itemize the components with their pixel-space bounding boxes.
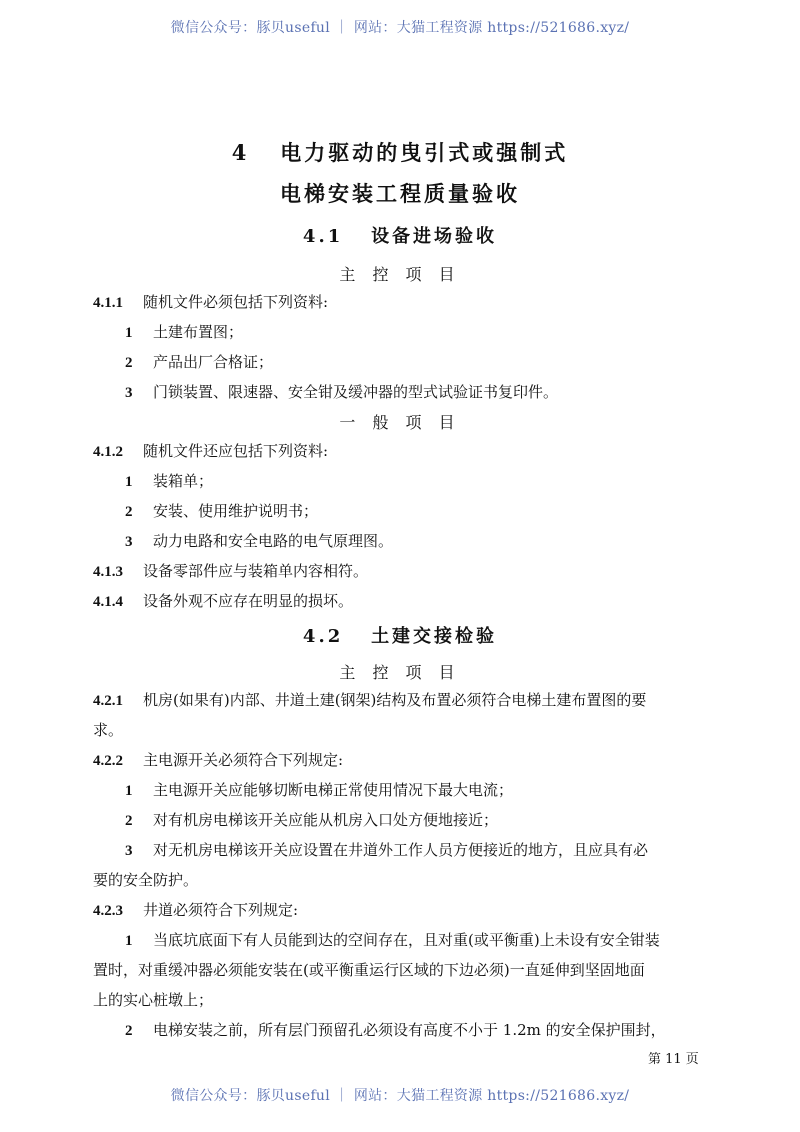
chapter-title-line2: 电梯安装工程质量验收: [280, 181, 520, 206]
clause-number: 4.1.3: [93, 564, 123, 580]
clause-number: 4.2.2: [93, 753, 123, 769]
item-number: 2: [125, 504, 133, 520]
item-number: 2: [125, 1023, 133, 1039]
watermark-bottom: 微信公众号：豚贝useful ｜ 网站：大猫工程资源 https://521686.xyz/: [170, 1088, 630, 1104]
clause-4-2-1: [93, 689, 646, 710]
clause-continuation: 求。: [93, 721, 124, 739]
list-item: [125, 351, 273, 372]
section-4-2-heading: [0, 622, 800, 648]
item-text: 主电源开关应能够切断电梯正常使用情况下最大电流；: [153, 781, 514, 799]
item-text: 对有机房电梯该开关应能从机房入口处方便地接近；: [153, 811, 499, 829]
chapter-number: 4: [231, 140, 250, 165]
clause-number: 4.2.3: [93, 903, 123, 919]
item-text: 门锁装置、限速器、安全钳及缓冲器的型式试验证书复印件。: [153, 383, 559, 401]
clause-4-1-2: [93, 440, 328, 461]
section-number: 4.1: [302, 226, 344, 247]
item-number: 1: [125, 325, 133, 341]
list-item: [125, 500, 318, 521]
clause-4-1-3: [93, 560, 368, 581]
item-number: 2: [125, 355, 133, 371]
watermark-top: 微信公众号：豚贝useful ｜ 网站：大猫工程资源 https://521686.xyz/: [170, 20, 630, 36]
clause-4-1-4: [93, 590, 353, 611]
item-number: 3: [125, 534, 133, 550]
clause-text: 随机文件必须包括下列资料:: [143, 293, 329, 311]
list-item: [125, 779, 513, 800]
section-number: 4.2: [302, 626, 344, 647]
clause-4-1-1: [93, 291, 328, 312]
item-number: 1: [125, 783, 133, 799]
section-4-1-heading: [0, 222, 800, 248]
list-item: [125, 1019, 666, 1040]
page-number: 第 11 页: [648, 1052, 699, 1067]
item-text: 当底坑底面下有人员能到达的空间存在，且对重(或平衡重)上未设有安全钳装: [153, 931, 660, 949]
general-heading: 一 般 项 目: [339, 413, 461, 432]
chapter-title-line1: [0, 137, 800, 167]
list-item: [125, 381, 558, 402]
list-item: [125, 530, 393, 551]
item-text: 对无机房电梯该开关应设置在井道外工作人员方便接近的地方，且应具有必: [153, 841, 649, 859]
clause-text: 设备外观不应存在明显的损坏。: [143, 592, 354, 610]
chapter-title: 电力驱动的曳引式或强制式: [280, 140, 569, 165]
section-title: 土建交接检验: [371, 626, 498, 647]
clause-4-2-3: [93, 899, 298, 920]
clause-number: 4.1.1: [93, 295, 123, 311]
clause-number: 4.1.4: [93, 594, 123, 610]
item-text: 安装、使用维护说明书；: [153, 502, 319, 520]
main-control-heading: 主 控 项 目: [339, 663, 461, 682]
section-title: 设备进场验收: [371, 226, 498, 247]
item-number: 3: [125, 843, 133, 859]
item-number: 3: [125, 385, 133, 401]
item-text: 动力电路和安全电路的电气原理图。: [153, 532, 394, 550]
list-item: [125, 809, 498, 830]
item-text: 产品出厂合格证；: [153, 353, 274, 371]
clause-text: 主电源开关必须符合下列规定:: [143, 751, 344, 769]
clause-text: 随机文件还应包括下列资料:: [143, 442, 329, 460]
item-continuation: 上的实心桩墩上；: [93, 991, 214, 1009]
main-control-heading: 主 控 项 目: [339, 265, 461, 284]
item-number: 1: [125, 474, 133, 490]
item-continuation: 置时，对重缓冲器必须能安装在(或平衡重运行区域的下边必须)一直延伸到坚固地面: [93, 961, 645, 979]
list-item: [125, 929, 660, 950]
item-number: 2: [125, 813, 133, 829]
clause-text: 设备零部件应与装箱单内容相符。: [143, 562, 369, 580]
clause-text: 机房(如果有)内部、井道土建(钢架)结构及布置必须符合电梯土建布置图的要: [143, 691, 647, 709]
list-item: [125, 470, 213, 491]
clause-number: 4.1.2: [93, 444, 123, 460]
item-text: 装箱单；: [153, 472, 214, 490]
list-item: [125, 839, 648, 860]
clause-number: 4.2.1: [93, 693, 123, 709]
item-text: 土建布置图；: [153, 323, 244, 341]
item-number: 1: [125, 933, 133, 949]
list-item: [125, 321, 243, 342]
clause-4-2-2: [93, 749, 343, 770]
clause-text: 井道必须符合下列规定:: [143, 901, 299, 919]
item-continuation: 要的安全防护。: [93, 871, 199, 889]
item-text: 电梯安装之前，所有层门预留孔必须设有高度不小于 1.2m 的安全保护围封，: [153, 1021, 666, 1039]
